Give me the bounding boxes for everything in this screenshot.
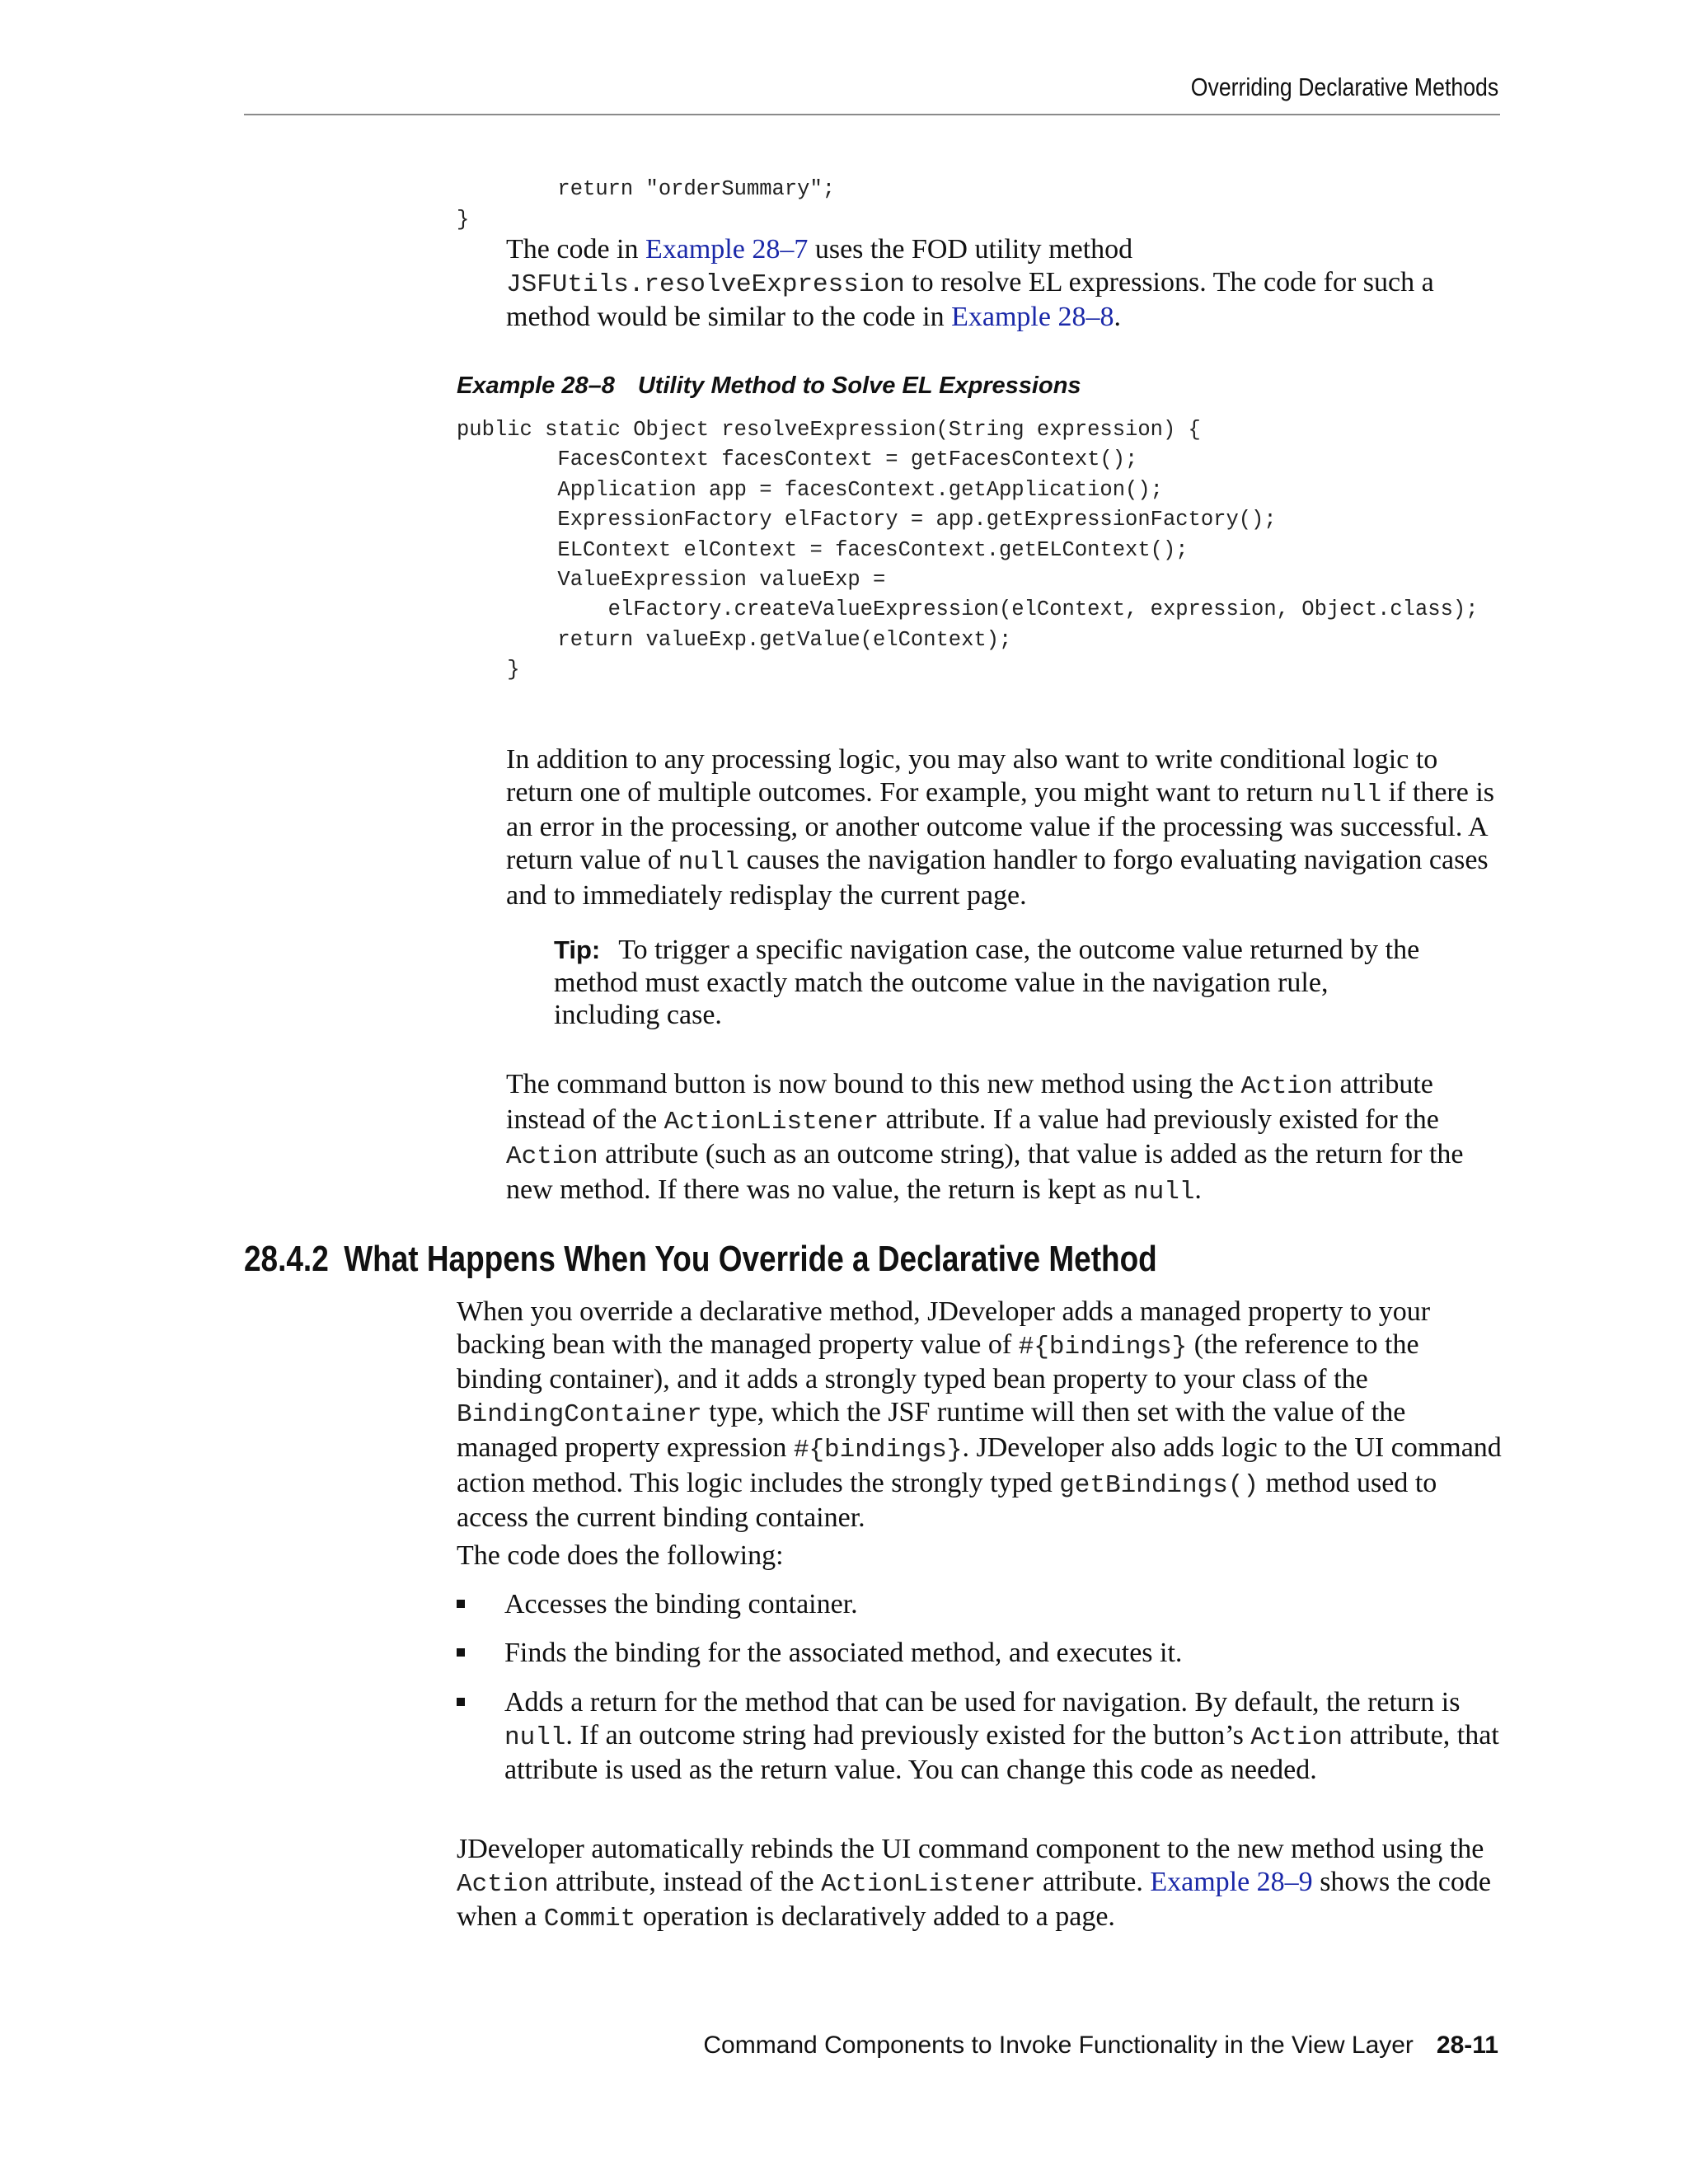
bullet3-code-null: null (504, 1722, 566, 1752)
para4-code-bindingcontainer: BindingContainer (457, 1400, 702, 1430)
para4-text-4: . JDeveloper also adds logic to the UI command action method. This logic includes the strongly typed (457, 1432, 1502, 1498)
para6-code-action: Action (457, 1869, 549, 1899)
tip-note (554, 934, 1428, 1032)
intro-text-3: to resolve EL expressions. The code for such a method would be similar to the code in (506, 266, 1434, 333)
list-item (457, 1637, 1503, 1670)
section-heading (244, 1239, 1157, 1280)
para4-text-1: When you override a declarative method, JDeveloper adds a managed property to your backing bean with the managed property value of (457, 1296, 1431, 1360)
bullet3-text-2: . If an outcome string had previously existed for the button’s (565, 1719, 1251, 1750)
bullet-list (457, 1588, 1503, 1621)
bullet-list (457, 1637, 1503, 1670)
bullet-square-icon (457, 1698, 465, 1706)
para6-text-4: shows the code when a (457, 1866, 1491, 1933)
bullet-text-1: Accesses the binding container. (504, 1589, 858, 1619)
para3-code-actionlistener: ActionListener (663, 1107, 879, 1137)
para3-code-action-2: Action (506, 1142, 598, 1172)
footer-chapter-title: Command Components to Invoke Functionality in the View Layer (703, 2032, 1414, 2059)
para3-text-5: . (1194, 1174, 1202, 1206)
para2-text-1: In addition to any processing logic, you may also want to write conditional logic to return one of multiple outcomes. For example, you might want to return (506, 744, 1438, 808)
rebind-paragraph (457, 1833, 1512, 1936)
bullet-square-icon (457, 1648, 465, 1657)
para3-text-1: The command button is now bound to this new method using the (506, 1069, 1241, 1099)
link-example-28-9[interactable]: Example 28–9 (1150, 1866, 1313, 1897)
command-button-paragraph (506, 1068, 1507, 1209)
example-title: Utility Method to Solve EL Expressions (637, 373, 1081, 399)
header-rule (244, 114, 1500, 115)
para4-code-bindings-1: #{bindings} (1018, 1332, 1188, 1361)
para3-text-3: attribute. If a value had previously existed for the (879, 1104, 1439, 1135)
bullet-text-2: Finds the binding for the associated method, and executes it. (504, 1638, 1183, 1668)
para3-code-action-1: Action (1240, 1072, 1334, 1101)
para6-code-actionlistener: ActionListener (821, 1869, 1036, 1899)
section-number: 28.4.2 (244, 1239, 329, 1279)
section-title: What Happens When You Override a Declarative Method (344, 1239, 1157, 1279)
link-example-28-7[interactable]: Example 28–7 (645, 234, 809, 265)
list-item (457, 1588, 1503, 1621)
list-item (457, 1686, 1503, 1787)
conditional-logic-paragraph (506, 743, 1503, 912)
tip-label: Tip: (554, 935, 601, 964)
para6-code-commit: Commit (543, 1905, 636, 1934)
para4-code-getbindings: getBindings() (1059, 1470, 1259, 1500)
para4-text-5: method used to access the current binding container. (457, 1467, 1437, 1534)
running-header: Overriding Declarative Methods (1190, 73, 1498, 101)
para4-text-2: (the reference to the binding container), and it adds a strongly typed bean property to your class of the (457, 1329, 1419, 1395)
bullet3-code-action: Action (1250, 1722, 1343, 1752)
code-does-paragraph: The code does the following: (457, 1540, 784, 1571)
intro-paragraph (506, 233, 1503, 334)
para6-text-2: attribute, instead of the (548, 1866, 822, 1897)
intro-code-jsfutils: JSFUtils.resolveExpression (506, 269, 905, 299)
bullet-list (457, 1686, 1503, 1787)
para4-text-3: type, which the JSF runtime will then set with the value of the managed property expression (457, 1397, 1406, 1463)
para6-text-3: attribute. (1035, 1866, 1151, 1897)
code-tail-line-return: return "orderSummary"; (457, 177, 836, 201)
tip-text: To trigger a specific navigation case, the outcome value returned by the method must exactly match the outcome value in the navigation rule, including case. (554, 935, 1420, 1031)
para2-code-null-2: null (678, 848, 740, 878)
para2-text-2: if there is an error in the processing, or another outcome value if the processing was successful. A return value of (506, 776, 1495, 876)
para6-text-5: operation is declaratively added to a page. (635, 1901, 1115, 1933)
bullet-square-icon (457, 1600, 465, 1608)
page-footer (703, 2032, 1498, 2060)
para2-code-null-1: null (1320, 780, 1382, 809)
para2-text-3: causes the navigation handler to forgo evaluating navigation cases and to immediately redisplay the current page. (506, 845, 1489, 911)
code-tail-line-brace: } (457, 208, 470, 232)
link-example-28-8[interactable]: Example 28–8 (951, 302, 1114, 333)
example-code-block: public static Object resolveExpression(String expression) { FacesContext facesContext = getFacesContext(); Application app = facesContext.getApplication(); ExpressionFactory elFactory = app.getExpressionFactory(); ELContext elContext = facesContext.getELContext(); ValueExpression valueExp = elFactory.createValueExpression(elContext, expression, Object.class); return valueExp.getValue(elContext); } (457, 418, 1479, 682)
intro-text-1: The code in (506, 234, 645, 265)
para3-code-null: null (1132, 1178, 1195, 1207)
example-label: Example 28–8 (457, 373, 615, 399)
page-number: 28-11 (1436, 2032, 1498, 2059)
para6-text-1: JDeveloper automatically rebinds the UI command component to the new method using the (457, 1834, 1484, 1864)
bullet3-text-1: Adds a return for the method that can be used for navigation. By default, the return is (504, 1687, 1461, 1718)
para3-text-2: attribute instead of the (506, 1069, 1433, 1135)
example-caption (457, 373, 1081, 400)
para4-code-bindings-2: #{bindings} (793, 1435, 963, 1465)
override-paragraph (457, 1296, 1507, 1535)
intro-text-4: . (1114, 302, 1121, 333)
bullet3-text-3: attribute, that attribute is used as the return value. You can change this code as needed. (504, 1719, 1499, 1786)
para3-text-4: attribute (such as an outcome string), that value is added as the return for the new method. If there was no value, the return is kept as (506, 1139, 1464, 1206)
intro-text-2: uses the FOD utility method (808, 234, 1133, 265)
